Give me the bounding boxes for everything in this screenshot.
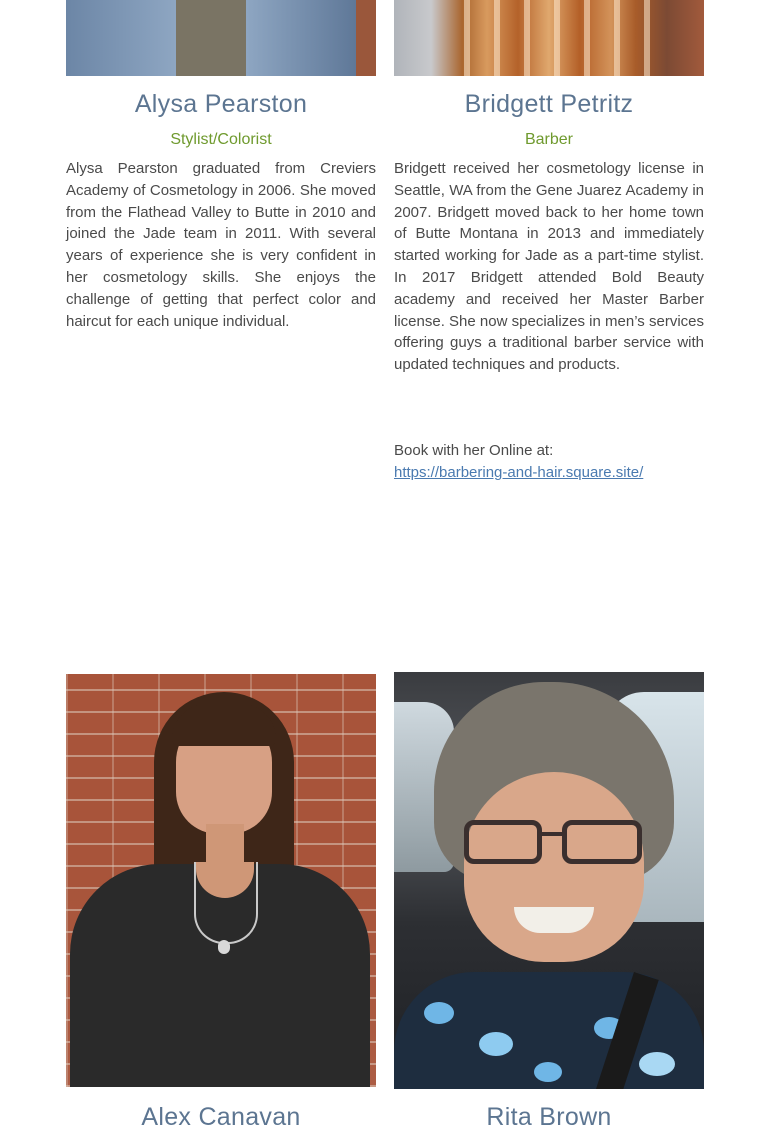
rita-brown-photo — [394, 672, 704, 1089]
denim-jacket-left — [66, 0, 176, 76]
booking-link-row — [394, 462, 704, 484]
staff-name-alysa: Alysa Pearston — [134, 90, 308, 118]
staff-name-alex: Alex Canavan — [141, 1103, 301, 1131]
alex-canavan-photo — [66, 674, 376, 1087]
staff-role-bridgett: Barber — [524, 131, 574, 148]
glasses-left — [464, 820, 542, 864]
staff-name-bridgett: Bridgett Petritz — [464, 90, 634, 118]
brick-edge — [356, 0, 376, 76]
booking-label: Book with her Online at: — [394, 442, 554, 459]
face-shape — [464, 772, 644, 962]
denim-jacket-right — [246, 0, 356, 76]
staff-name-rita: Rita Brown — [486, 1103, 612, 1131]
shirt-shape — [176, 0, 246, 76]
glasses-right — [562, 820, 642, 864]
booking-link[interactable]: https://barbering-and-hair.square.site/ — [394, 464, 644, 481]
staff-role-alysa: Stylist/Colorist — [170, 131, 272, 148]
alysa-pearston-photo — [66, 0, 376, 76]
pendant-shape — [218, 940, 230, 954]
staff-bio-bridgett: Bridgett received her cosmetology license in Seattle, WA from the Gene Juarez Academy in 2007. Bridgett moved back to her home town of Butte Montana in 2013 and immediately started working for Jade as a part-time stylist. In 2017 Bridgett attended Bold Beauty academy and received her Master Barber license. She now specializes in men’s services offering guys a traditional barber service with updated techniques and products. — [394, 160, 704, 374]
bridgett-petritz-photo — [394, 0, 704, 76]
staff-bio-alysa: Alysa Pearston graduated from Creviers Academy of Cosmetology in 2006. She moved from the Flathead Valley to Butte in 2010 and joined the Jade team in 2011. With several years of experience she is very confident in her cosmetology skills. She enjoys the challenge of getting that perfect color and haircut for each unique individual. — [66, 160, 376, 330]
